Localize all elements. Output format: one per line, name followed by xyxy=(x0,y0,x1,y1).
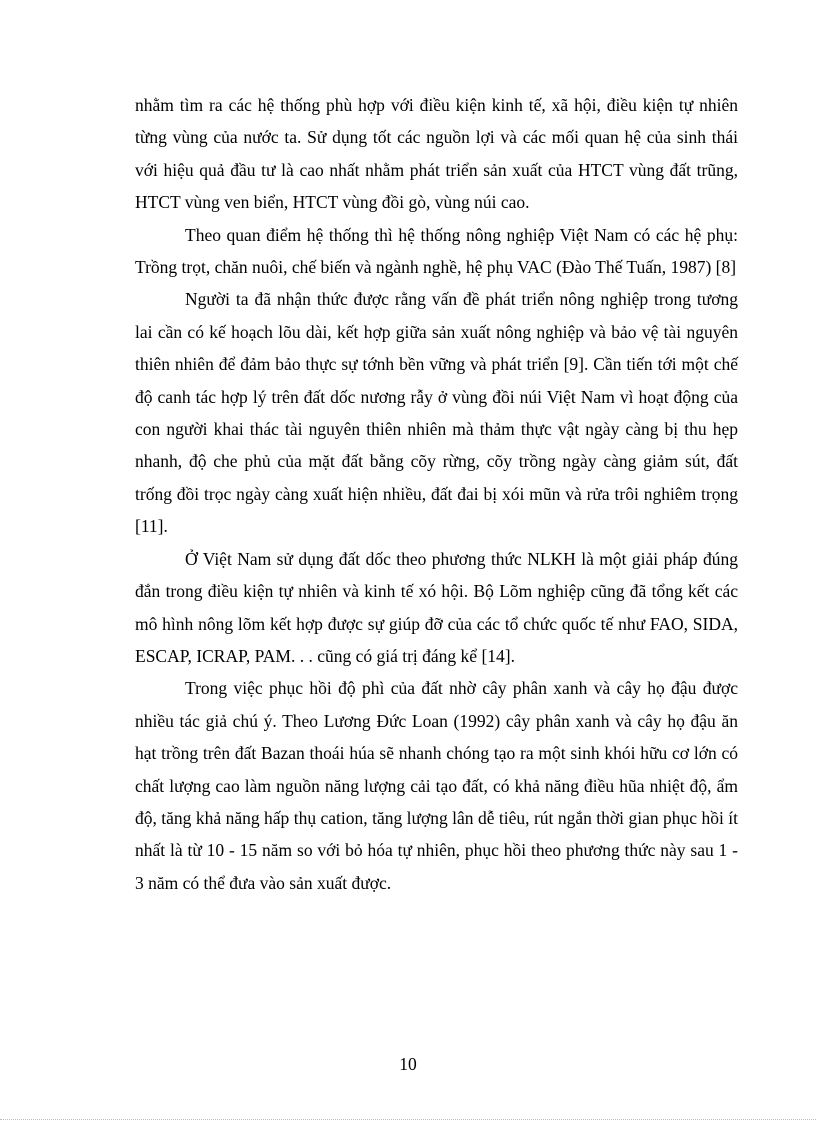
page-bottom-divider xyxy=(0,1119,816,1120)
paragraph-5: Trong việc phục hồi độ phì của đất nhờ cây phân xanh và cây họ đậu được nhiều tác giả chú ý. Theo Lương Đức Loan (1992) cây phân xanh và cây họ đậu ăn hạt trồng trên đất Bazan thoái húa sẽ nhanh chóng tạo ra một sinh khói hữu cơ lớn có chất lượng cao làm nguồn năng lượng cải tạo đất, có khả năng điều hũa nhiệt độ, ẩm độ, tăng khả năng hấp thụ cation, tăng lượng lân dễ tiêu, rút ngắn thời gian phục hồi ít nhất là từ 10 - 15 năm so với bỏ hóa tự nhiên, phục hồi theo phương thức này sau 1 - 3 năm có thể đưa vào sản xuất được. xyxy=(135,678,738,893)
paragraph-2: Theo quan điểm hệ thống thì hệ thống nông nghiệp Việt Nam có các hệ phụ: Trồng trọt, chăn nuôi, chế biến và ngành nghề, hệ phụ VAC (Đào Thế Tuấn, 1987) [8] xyxy=(135,224,738,278)
paragraph-3: Người ta đã nhận thức được rằng vấn đề phát triển nông nghiệp trong tương lai cần có kế hoạch lõu dài, kết hợp giữa sản xuất nông nghiệp và bảo vệ tài nguyên thiên nhiên để đảm bảo thực sự tớnh bền vững và phát triển [9]. Cần tiến tới một chế độ canh tác hợp lý trên đất dốc nương rẫy ở vùng đồi núi Việt Nam vì hoạt động của con người khai thác tài nguyên thiên nhiên mà thảm thực vật ngày càng bị thu hẹp nhanh, độ che phủ của mặt đất bằng cõy rừng, cõy trồng ngày càng giảm sút, đất trống đồi trọc ngày càng xuất hiện nhiều, đất đai bị xói mũn và rửa trôi nghiêm trọng [11]. xyxy=(135,289,738,537)
body-text xyxy=(135,89,738,899)
paragraph-4: Ở Việt Nam sử dụng đất dốc theo phương thức NLKH là một giải pháp đúng đắn trong điều kiện tự nhiên và kinh tế xó hội. Bộ Lõm nghiệp cũng đã tổng kết các mô hình nông lõm kết hợp được sự giúp đỡ của các tổ chức quốc tế như FAO, SIDA, ESCAP, ICRAP, PAM. . . cũng có giá trị đáng kể [14]. xyxy=(135,548,738,666)
paragraph-1: nhằm tìm ra các hệ thống phù hợp với điều kiện kinh tế, xã hội, điều kiện tự nhiên từng vùng của nước ta. Sử dụng tốt các nguồn lợi và các mối quan hệ của sinh thái với hiệu quả đầu tư là cao nhất nhằm phát triển sản xuất của HTCT vùng đất trũng, HTCT vùng ven biển, HTCT vùng đồi gò, vùng núi cao. xyxy=(135,95,738,213)
page-number: 10 xyxy=(399,1054,417,1074)
